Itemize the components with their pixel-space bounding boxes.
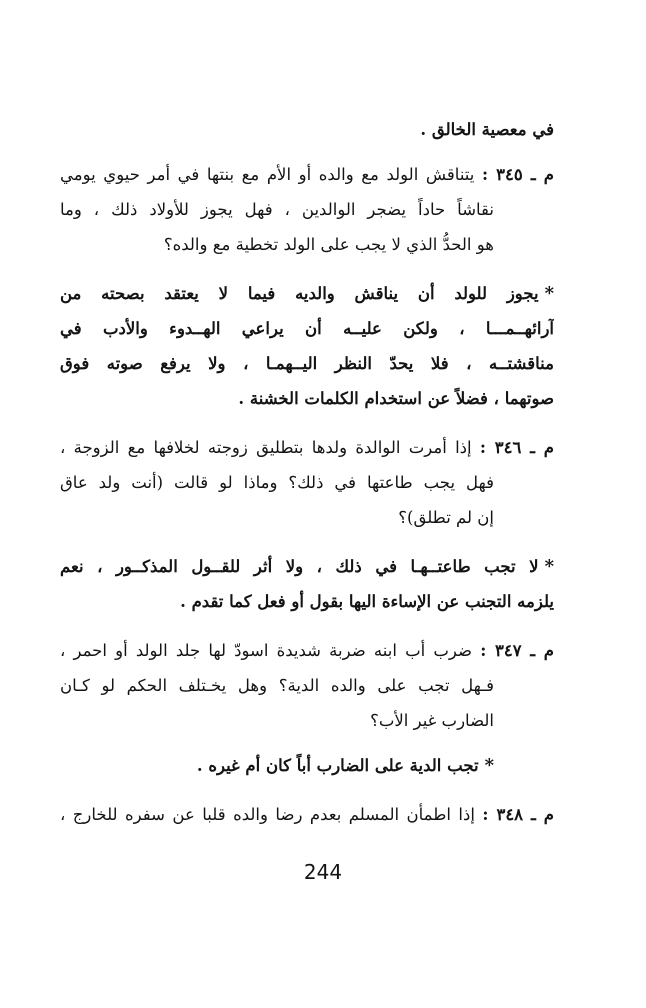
answer-345-line-1 bbox=[60, 276, 554, 311]
answer-345-line-2: آرائهــمـــا ، ولكن عليــه أن يراعي الهــدوء والأدب في bbox=[60, 319, 554, 338]
intro-line bbox=[60, 112, 554, 147]
answer-345-text-1: يجوز للولد أن يناقش والديه فيما لا يعتقد بصحته من bbox=[60, 284, 539, 303]
answer-345-line-3: مناقشتــه ، فلا يحدّ النظر اليــهمـا ، ولا يرفع صوته فوق bbox=[60, 354, 554, 373]
question-348-number: م ـ ٣٤٨ : bbox=[482, 805, 554, 824]
question-345-number: م ـ ٣٤٥ : bbox=[481, 165, 554, 184]
answer-346-text-1: لا تجب طاعتــهـا في ذلك ، ولا أثر للقــول المذكــور ، نعم bbox=[60, 557, 539, 576]
question-347-line-3: الضارب غير الأب؟ bbox=[370, 711, 494, 730]
question-345-text-1: يتناقش الولد مع والده أو الأم مع بنتها في أمر حيوي يومي bbox=[60, 165, 475, 184]
question-347-line-1 bbox=[60, 633, 554, 668]
question-347-number: م ـ ٣٤٧ : bbox=[480, 641, 554, 660]
question-345-line-1 bbox=[60, 157, 554, 192]
answer-346-line-2: يلزمه التجنب عن الإساءة اليها بقول أو فعل كما تقدم . bbox=[180, 592, 554, 611]
answer-347-text-1: تجب الدية على الضارب أباً كان أم غيره . bbox=[196, 756, 479, 775]
asterisk-icon: * bbox=[544, 283, 554, 304]
answer-346-line-1 bbox=[60, 549, 554, 584]
question-345-line-3: هو الحدُّ الذي لا يجب على الولد تخطية مع والده؟ bbox=[163, 235, 494, 254]
question-346-line-2: فهل يجب طاعتها في ذلك؟ وماذا لو قالت (أنت ولد عاق bbox=[60, 473, 494, 492]
answer-347-line-1 bbox=[60, 748, 554, 783]
page-number: 244 bbox=[303, 860, 343, 884]
question-346-number: م ـ ٣٤٦ : bbox=[479, 438, 554, 457]
question-348-line-1 bbox=[60, 797, 554, 832]
question-347-line-2: فـهل تجب على والده الدية؟ وهل يخـتلف الحكم لو كـان bbox=[60, 676, 494, 695]
answer-345-line-4: صوتهما ، فضلاً عن استخدام الكلمات الخشنة . bbox=[238, 389, 554, 408]
asterisk-icon: * bbox=[484, 755, 494, 776]
intro-text: في معصية الخالق . bbox=[420, 120, 554, 139]
question-346-text-1: إذا أمرت الوالدة ولدها بتطليق زوجته لخلافها مع الزوجة ، bbox=[60, 438, 472, 457]
asterisk-icon: * bbox=[544, 556, 554, 577]
question-348-text-1: إذا اطمأن المسلم بعدم رضا والده قلبا عن سفره للخارج ، bbox=[60, 805, 475, 824]
question-346-line-1 bbox=[60, 430, 554, 465]
question-347-text-1: ضرب أب ابنه ضربة شديدة اسودّ لها جلد الولد أو احمر ، bbox=[60, 641, 473, 660]
document-body bbox=[60, 112, 554, 832]
question-346-line-3: إن لم تطلق)؟ bbox=[398, 508, 494, 527]
question-345-line-2: نقاشاً حاداً يضجر الوالدين ، فهل يجوز للأولاد ذلك ، وما bbox=[60, 200, 494, 219]
